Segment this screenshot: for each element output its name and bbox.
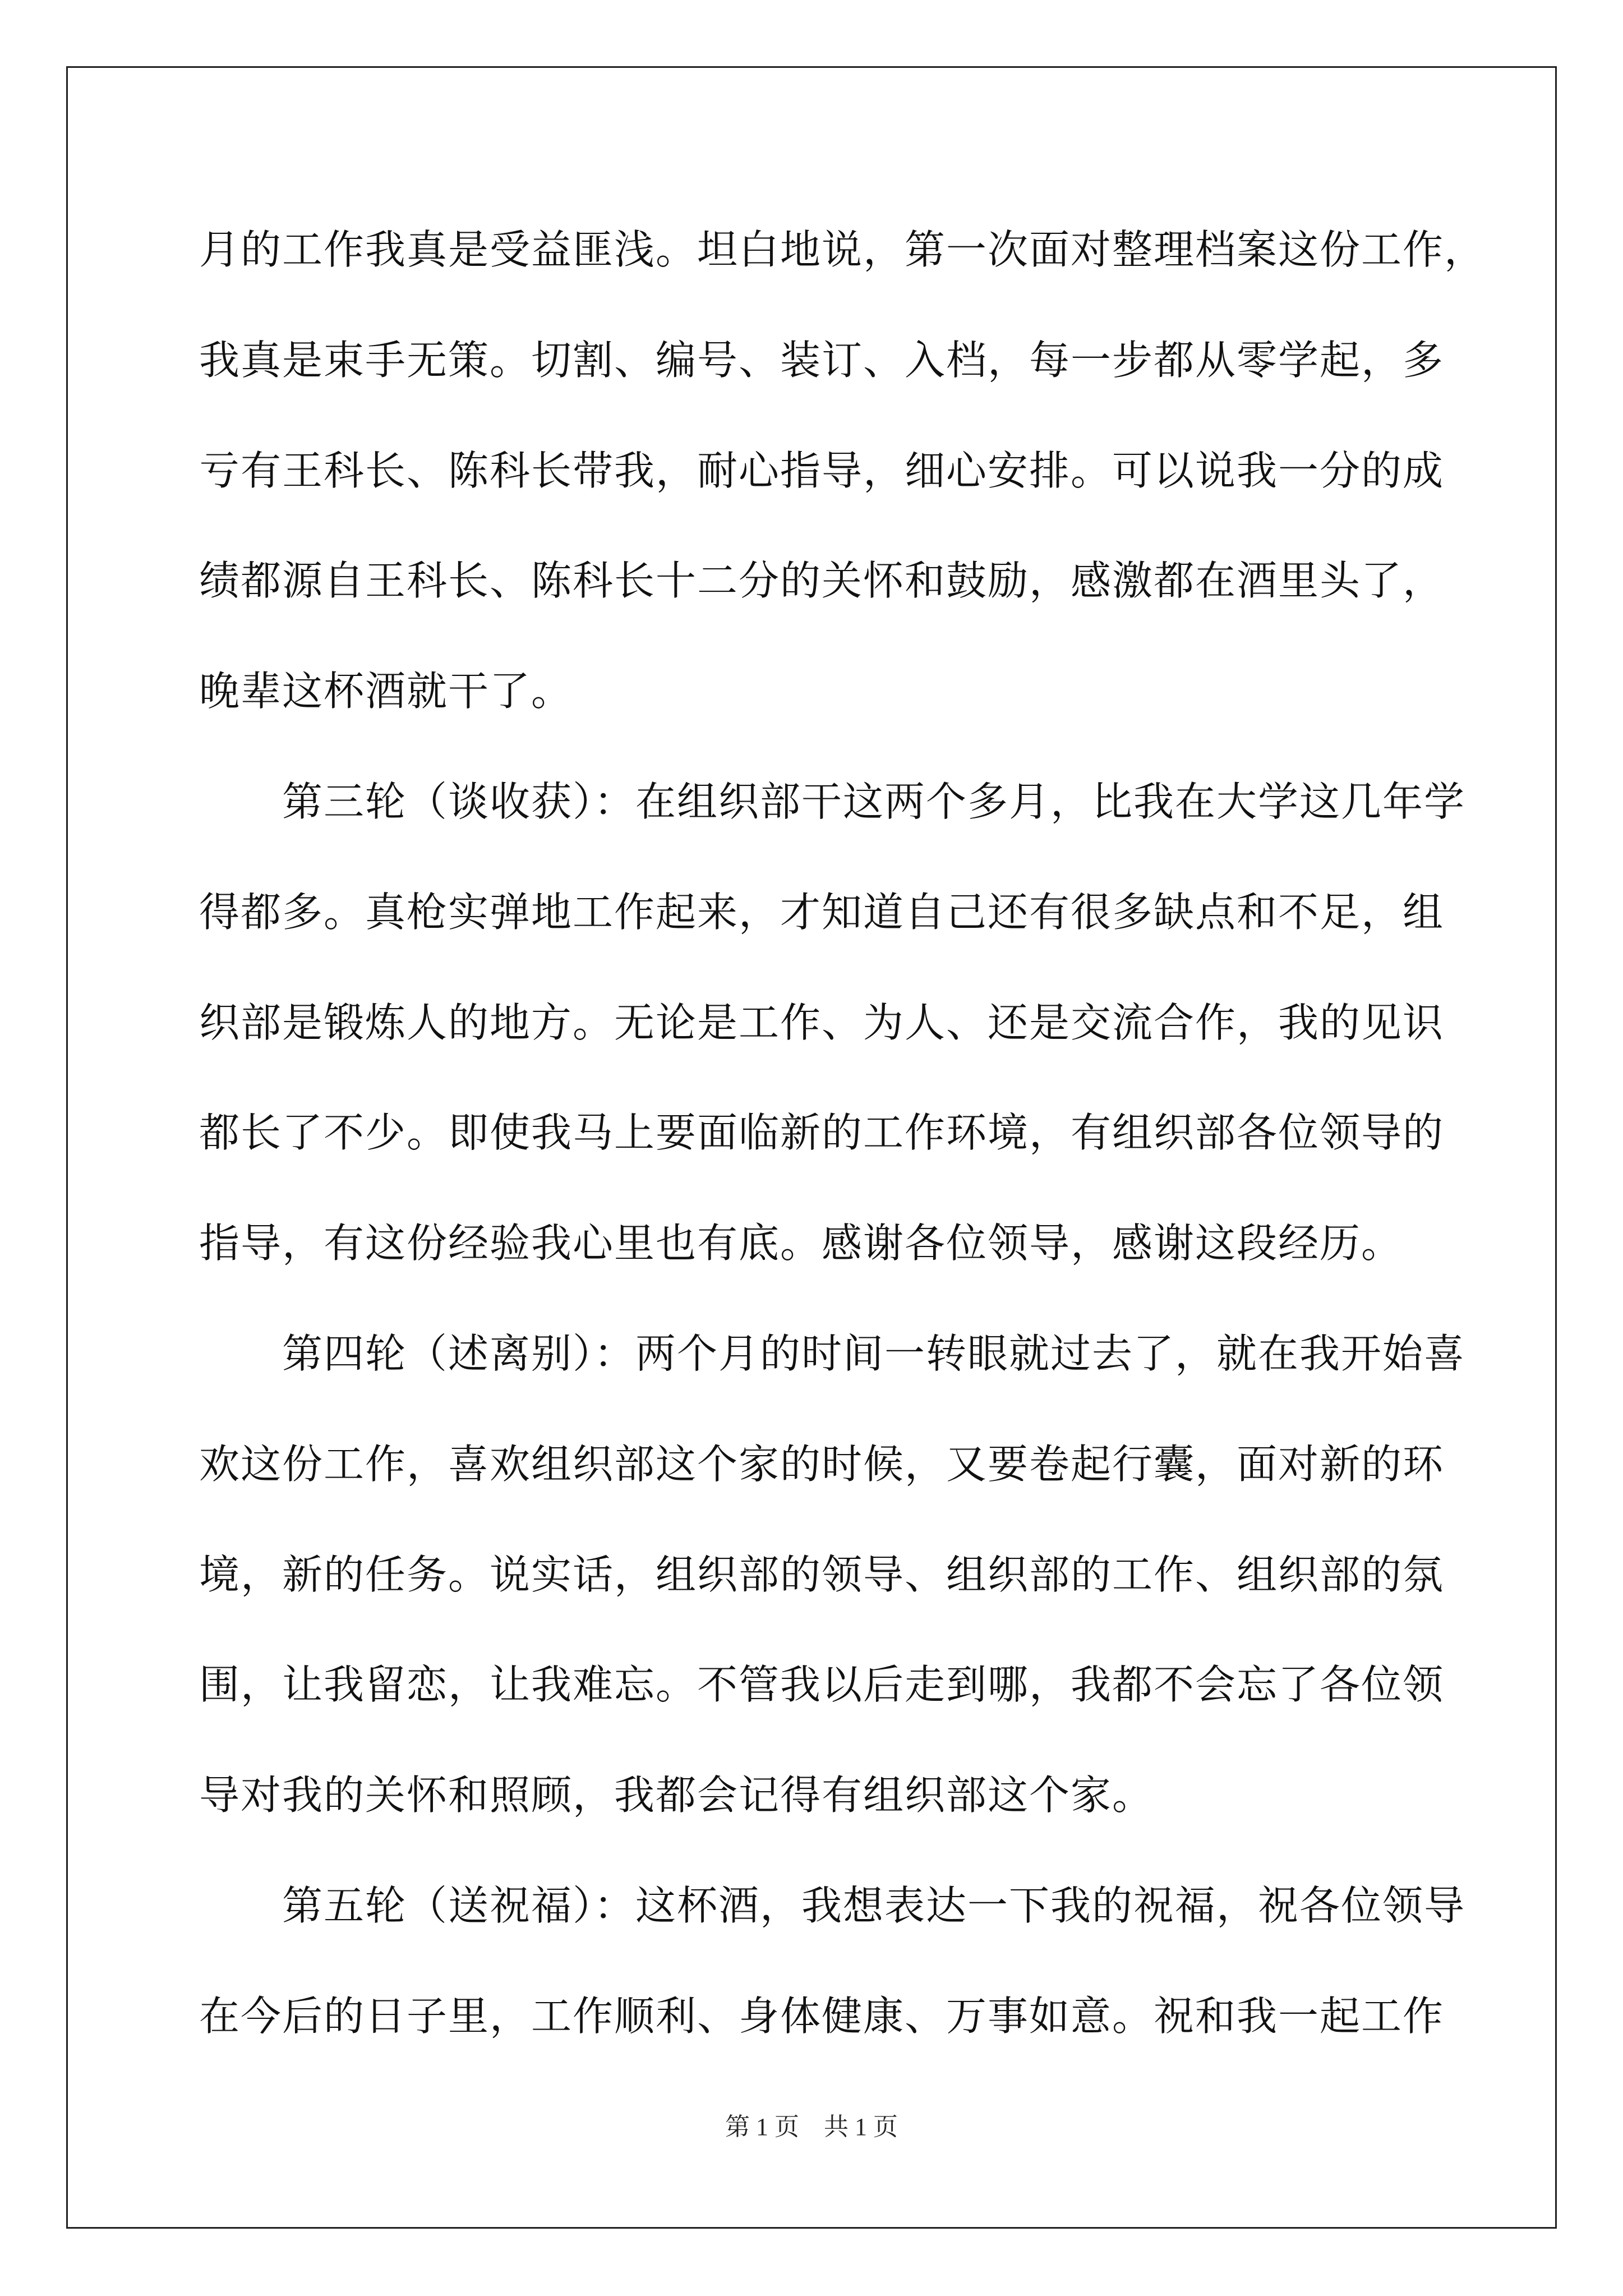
text-line: 都长了不少。即使我马上要面临新的工作环境，有组织部各位领导的 <box>199 1109 1445 1157</box>
text-line: 围，让我留恋，让我难忘。不管我以后走到哪，我都不会忘了各位领 <box>199 1661 1445 1709</box>
text-line: 绩都源自王科长、陈科长十二分的关怀和鼓励，感激都在酒里头了， <box>199 557 1445 605</box>
text-line: 境，新的任务。说实话，组织部的领导、组织部的工作、组织部的氛 <box>199 1550 1445 1598</box>
text-line: 第五轮（送祝福）：这杯酒，我想表达一下我的祝福，祝各位领导 <box>199 1881 1466 1929</box>
document-body <box>199 195 1486 2072</box>
page-footer: 第 1 页 共 1 页 <box>725 2113 898 2141</box>
text-line: 织部是锻炼人的地方。无论是工作、为人、还是交流合作，我的见识 <box>199 999 1445 1046</box>
text-line: 导对我的关怀和照顾，我都会记得有组织部这个家。 <box>199 1772 1154 1819</box>
text-line: 在今后的日子里，工作顺利、身体健康、万事如意。祝和我一起工作 <box>199 1992 1445 2040</box>
text-line: 欢这份工作，喜欢组织部这个家的时候，又要卷起行囊，面对新的环 <box>199 1440 1445 1488</box>
text-line: 第三轮（谈收获）：在组织部干这两个多月，比我在大学这几年学 <box>199 777 1466 825</box>
text-line: 得都多。真枪实弹地工作起来，才知道自己还有很多缺点和不足，组 <box>199 888 1445 936</box>
text-line: 月的工作我真是受益匪浅。坦白地说，第一次面对整理档案这份工作， <box>199 226 1486 273</box>
text-line: 亏有王科长、陈科长带我，耐心指导，细心安排。可以说我一分的成 <box>199 447 1445 494</box>
text-line: 晚辈这杯酒就干了。 <box>199 668 573 715</box>
text-line: 第四轮（述离别）：两个月的时间一转眼就过去了，就在我开始喜 <box>199 1329 1466 1377</box>
text-line: 我真是束手无策。切割、编号、装订、入档，每一步都从零学起，多 <box>199 336 1445 384</box>
text-line: 指导，有这份经验我心里也有底。感谢各位领导，感谢这段经历。 <box>199 1220 1403 1267</box>
